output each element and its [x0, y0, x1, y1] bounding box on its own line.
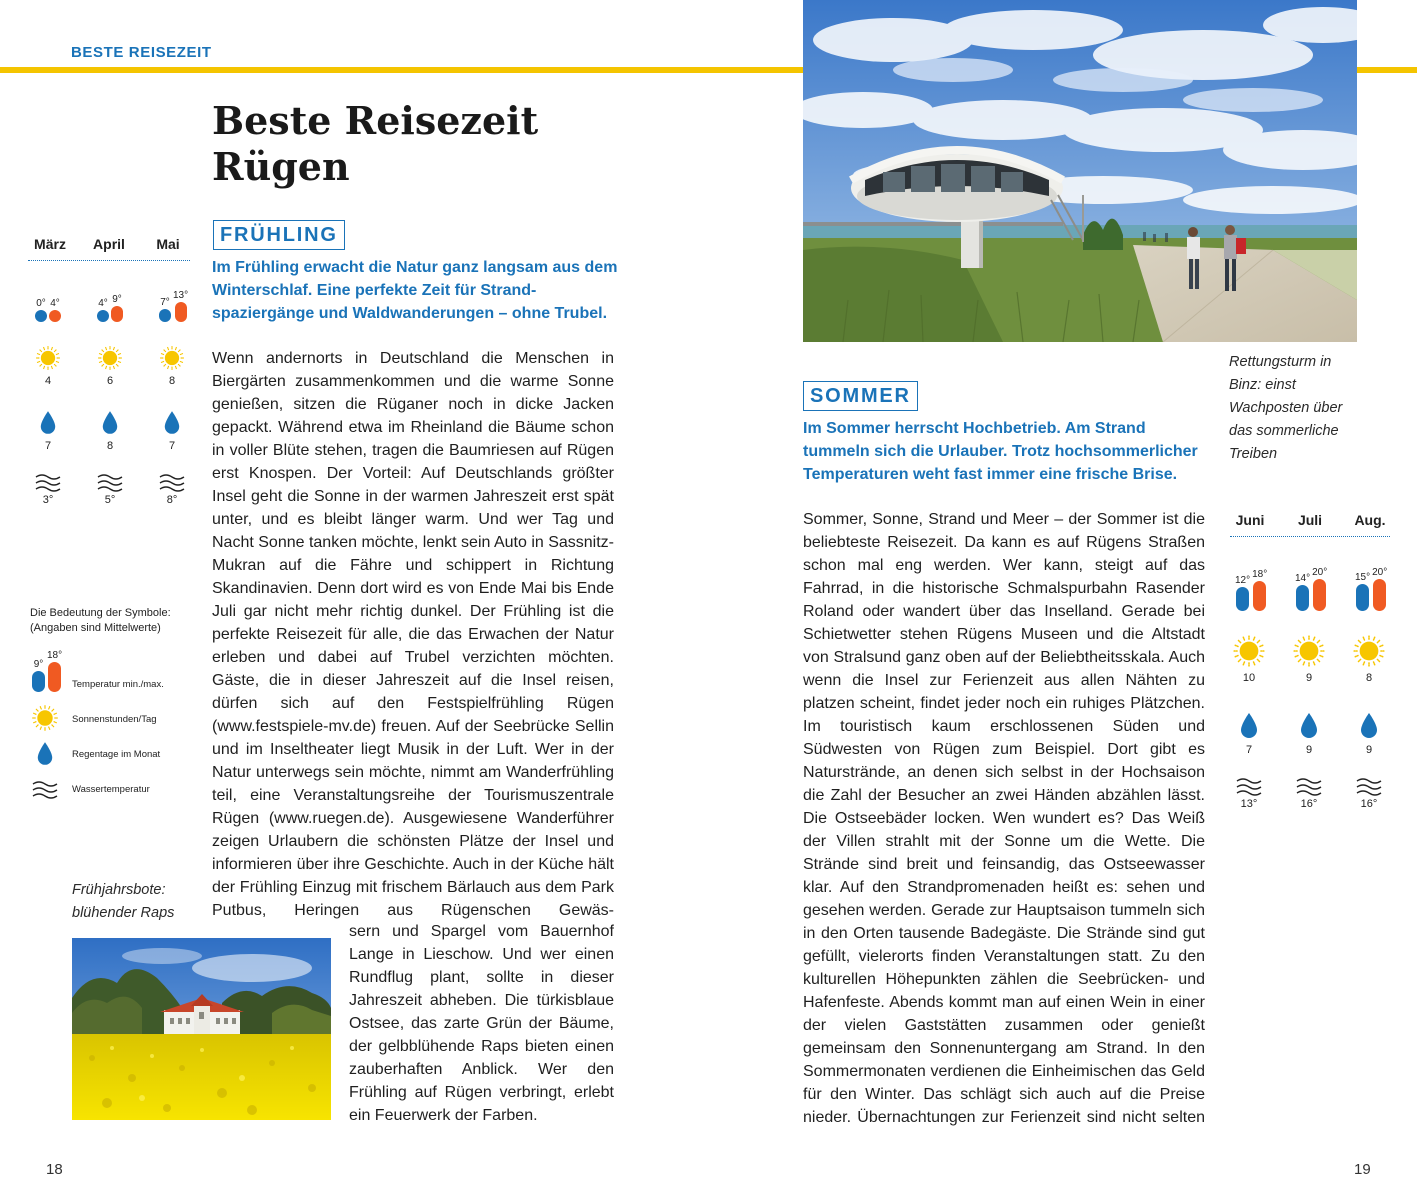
spring_climate-sun-1: [35, 345, 61, 387]
summer-month-1: Juni: [1235, 512, 1265, 528]
spring-climate-divider: [28, 260, 190, 261]
temp-min-bar: [1296, 585, 1309, 611]
temp-max-bar: [1313, 579, 1326, 611]
raindrop-icon: [1239, 712, 1259, 740]
header-rule-right: [1357, 67, 1417, 73]
sun-icon: [1232, 634, 1266, 668]
summer-lead: Im Sommer herrscht Hochbetrieb. Am Strand tummeln sich die Urlauber. Trotz hochsommerlicher Temperaturen weht fast immer eine frische Brise.: [803, 420, 1198, 483]
summer_climate-temp-1: [1235, 569, 1267, 611]
summer_climate-rain-3: [1354, 712, 1384, 756]
temp-min-bar: [35, 310, 47, 322]
spring_climate-water-2: [95, 472, 125, 506]
temp-min-bar: [32, 671, 45, 692]
sun-hours: 9: [1305, 672, 1313, 684]
title-line-1: Beste Reisezeit: [212, 98, 539, 143]
temp-max-label: 18°: [47, 650, 63, 661]
rain-days: 8: [106, 440, 114, 452]
spring_climate-water-3: [157, 472, 187, 506]
summer-heading: SOMMER: [803, 381, 918, 411]
summer_climate-sun-2: [1292, 634, 1326, 684]
spring-heading: FRÜHLING: [213, 220, 345, 250]
waves-icon: [32, 778, 58, 800]
temp-max-label: 20°: [1312, 567, 1328, 578]
rettungsturm-illustration: [803, 0, 1357, 342]
sun-hours: 4: [44, 375, 52, 387]
legend-title-line-1: Die Bedeutung der Symbole:: [30, 607, 171, 619]
rain-days: 7: [44, 440, 52, 452]
temp-max-bar: [48, 662, 61, 692]
page-number-left: 18: [46, 1161, 63, 1178]
legend-temperature-label: Temperatur min./max.: [72, 679, 164, 690]
temp-max-bar: [111, 306, 123, 322]
temp-min-label: 7°: [160, 296, 170, 308]
temp-min-bar: [1356, 584, 1369, 611]
spring-month-2: April: [93, 236, 125, 252]
spring_climate-sun-3: [159, 345, 185, 387]
summer-climate-header: [1230, 512, 1390, 528]
spring-month-1: März: [34, 236, 66, 252]
temp-min-bar: [1236, 587, 1249, 611]
summer_climate-water-2: [1294, 776, 1324, 810]
waves-icon: [1296, 776, 1322, 796]
summer_climate-rain-1: [1234, 712, 1264, 756]
spring-caption: [72, 879, 174, 925]
sun-icon: [159, 345, 185, 371]
page-number-right: 19: [1354, 1161, 1371, 1178]
spring_climate-rain-1: [33, 410, 63, 452]
temp-min-label: 15°: [1355, 572, 1371, 583]
legend-raindrop-icon: [36, 741, 54, 772]
header-rule-left: [0, 67, 803, 73]
legend-title-line-2: (Angaben sind Mittelwerte): [30, 622, 161, 634]
sun-hours: 8: [1365, 672, 1373, 684]
running-head: BESTE REISEZEIT: [71, 44, 212, 61]
summer-month-2: Juli: [1297, 512, 1323, 528]
summer-body: [803, 508, 1205, 1129]
sun-hours: 6: [106, 375, 114, 387]
waves-icon: [1356, 776, 1382, 796]
water-temperature: 16°: [1300, 798, 1318, 810]
spring-body-top-text: Wenn andernorts in Deutschland die Menschen in Biergärten zusammenkommen und die warme Sonne genießen, sitzen die Rüganer noch in dicke Jacken gepackt. Während etwa im Rheinland die Bäume schon in voller Blüte stehen, tragen die Baumriesen auf Rügen erst Knospen. Der Vorteil: Auf Deutschlands größter Insel geht die Sonne in der warmen Jahreszeit erst spät unter, und es bleibt länger warm. Und wer Tag und Nacht Sonne tanken möchte, lenkt sein Auto in Sassnitz-Mukran auf die Fähre und schippert in Richtung Skandinavien. Denn dort wird es von Ende Mai bis Ende Juli gar nicht mehr richtig dunkel. Der Frühling ist die perfekte Reisezeit für alle, die das Erwachen der Natur erleben und dabei auf Trubel verzichten möchten. Gäste, die in dieser Jahreszeit auf die Insel reisen, dürfen sich auf den Festspielfrühling Rügen (www.festspiele-mv.de) freuen. Auf der Seebrücke Sellin und im Inseltheater liegt Musik in der Luft. Wer in der Natur unterwegs sein möchte, nimmt am Wanderfrühling teil, eine Veranstaltungsreihe der Tourismuszentrale Rügen (www.ruegen.de). Ausgewiesene Wanderführer zeigen Urlaubern die schönsten Plätze der Insel und informieren über ihre Geschichte. Auch in der Küche hält der Frühling Einzug mit frischem Bärlauch aus dem Park Putbus, Heringen aus Rügenschen Gewäs-: [212, 350, 615, 919]
page-title: [212, 98, 538, 190]
temp-max-bar: [1373, 579, 1386, 611]
summer_climate-water-3: [1354, 776, 1384, 810]
summer_climate-temp-2: [1295, 567, 1327, 611]
legend-sun-label: Sonnenstunden/Tag: [72, 714, 157, 725]
sun-icon: [1292, 634, 1326, 668]
temp-min-label: 9°: [33, 659, 44, 670]
spring_climate-rain-2: [95, 410, 125, 452]
temp-max-label: 18°: [1252, 569, 1268, 580]
waves-icon: [1236, 776, 1262, 796]
spring-lead: Im Frühling erwacht die Natur ganz langsam aus dem Winterschlaf. Eine perfekte Zeit für Strand-spaziergänge und Waldwanderungen – ohne Trubel.: [212, 259, 618, 322]
waves-icon: [97, 472, 123, 492]
raindrop-icon: [1359, 712, 1379, 740]
summer-month-3: Aug.: [1354, 512, 1386, 528]
legend-sun-icon: [31, 704, 59, 737]
sun-icon: [97, 345, 123, 371]
spring_climate-sun-2: [97, 345, 123, 387]
rain-days: 9: [1305, 744, 1313, 756]
waves-icon: [35, 472, 61, 492]
legend-rain-label: Regentage im Monat: [72, 749, 161, 760]
raps-field-photo: [72, 938, 331, 1120]
water-temperature: 13°: [1240, 798, 1258, 810]
raps-field-illustration: [72, 938, 331, 1120]
temp-max-bar: [175, 302, 187, 322]
temp-min-bar: [159, 309, 171, 323]
spring-body-top: [212, 347, 614, 922]
spring-climate-header: [28, 236, 190, 252]
sun-icon: [1352, 634, 1386, 668]
rain-days: 7: [1245, 744, 1253, 756]
temp-min-label: 4°: [98, 297, 108, 309]
legend-title: [30, 606, 171, 636]
spring_climate-rain-3: [157, 410, 187, 452]
spring-month-3: Mai: [156, 236, 180, 252]
spring_climate-water-1: [33, 472, 63, 506]
water-temperature: 8°: [166, 494, 178, 506]
summer_climate-sun-3: [1352, 634, 1386, 684]
raindrop-icon: [39, 410, 57, 436]
sun-hours: 8: [168, 375, 176, 387]
temp-max-label: 4°: [50, 298, 60, 309]
summer-caption: Rettungsturm in Binz: einst Wachposten über das sommerliche Treiben: [1229, 354, 1343, 462]
summer-body-text: Sommer, Sonne, Strand und Meer – der Sommer ist die beliebteste Reisezeit. Da kann es auf Rügens Straßen schon mal eng werden. Wer kann, steigt auf das Fahrrad, in die historische Schmalspurbahn Rasender Roland oder wandert über das Inselland. Gerade bei Schietwetter stehen Rügens Museen und die Altstadt von Stralsund ganz oben auf der Beliebtheitsskala. Auch wenn die Insel zur Ferienzeit aus allen Nähten zu platzen scheint, findet jeder noch ein ruhiges Plätzchen. Im touristisch kaum erschlossenen Süden und Südwesten von Rügen zum Beispiel. Dort gibt es Naturstrände, an denen sich selbst in der Hochsaison die Zahl der Besucher an zwei Händen abzählen lässt. Die Ostseebäder locken. Wen wundert es? Das Weiß der Villen strahlt mit der Sonne um die Wette. Die Strände sind breit und feinsandig, das Ostseewasser klar. Auf den Strandpromenaden heißt es: sehen und gesehen werden. Gerade zur Hauptsaison tummeln sich in den Orten tausende Badegäste. Die Strände sind gut gefüllt, vielerorts finden Veranstaltungen statt. Zu den kulturellen Höhepunkten zählen die Seebrücken- und Hafenfeste. Abends kommt man auf einen Wein in einer der vielen Gaststätten zusammen oder genießt gemeinsam den Sonnenuntergang am Strand. In den Sommermonaten verdienen die Einheimischen das Geld für den Winter. Das schlägt sich auch auf die Preise nieder. Übernachtungen zur Ferienzeit sind nicht selten: [803, 511, 1205, 1126]
raindrop-icon: [1299, 712, 1319, 740]
spring-climate-table: [28, 236, 190, 261]
legend-temp-bars: [32, 650, 62, 692]
title-line-2: Rügen: [212, 144, 350, 189]
spring-body-bottom: [349, 920, 614, 1127]
water-temperature: 5°: [104, 494, 116, 506]
rain-days: 9: [1365, 744, 1373, 756]
raindrop-icon: [101, 410, 119, 436]
water-temperature: 16°: [1360, 798, 1378, 810]
summer_climate-temp-3: [1355, 567, 1387, 611]
raindrop-icon: [163, 410, 181, 436]
spring-caption-line-2: blühender Raps: [72, 905, 175, 921]
temp-max-label: 20°: [1372, 567, 1388, 578]
rettungsturm-binz-photo: [803, 0, 1357, 342]
raindrop-icon: [36, 741, 54, 767]
temp-max-label: 9°: [112, 294, 122, 305]
sun-hours: 10: [1242, 672, 1256, 684]
summer_climate-water-1: [1234, 776, 1264, 810]
legend-water-label: Wassertemperatur: [72, 784, 150, 795]
temp-max-label: 13°: [173, 290, 189, 301]
temp-max-bar: [1253, 581, 1266, 611]
summer-climate-table: [1230, 512, 1390, 537]
spring-caption-line-1: Frühjahrsbote:: [72, 882, 166, 898]
waves-icon: [159, 472, 185, 492]
temp-max-bar: [49, 310, 61, 322]
temp-min-label: 12°: [1235, 575, 1251, 586]
rain-days: 7: [168, 440, 176, 452]
temp-min-label: 0°: [36, 298, 46, 309]
water-temperature: 3°: [42, 494, 54, 506]
summer-climate-divider: [1230, 536, 1390, 537]
summer_climate-rain-2: [1294, 712, 1324, 756]
summer_climate-sun-1: [1232, 634, 1266, 684]
sun-icon: [35, 345, 61, 371]
sun-icon: [31, 704, 59, 732]
spring_climate-temp-3: [159, 290, 188, 322]
temp-min-bar: [97, 310, 109, 322]
legend-waves-icon: [32, 778, 58, 805]
temp-min-label: 14°: [1295, 573, 1311, 584]
spring-body-bottom-text: sern und Spargel vom Bauernhof Lange in Lieschow. Und wer einen Rundflug plant, sollte in dieser Jahreszeit abheben. Die türkisblaue Ostsee, das zarte Grün der Bäume, der gelbblühende Raps bieten einen zauberhaften Anblick. Wer den Frühling auf Rügen verbringt, erlebt ein Feuerwerk der Farben.: [349, 923, 614, 1124]
spring_climate-temp-2: [97, 294, 123, 322]
spring_climate-temp-1: [35, 298, 61, 322]
